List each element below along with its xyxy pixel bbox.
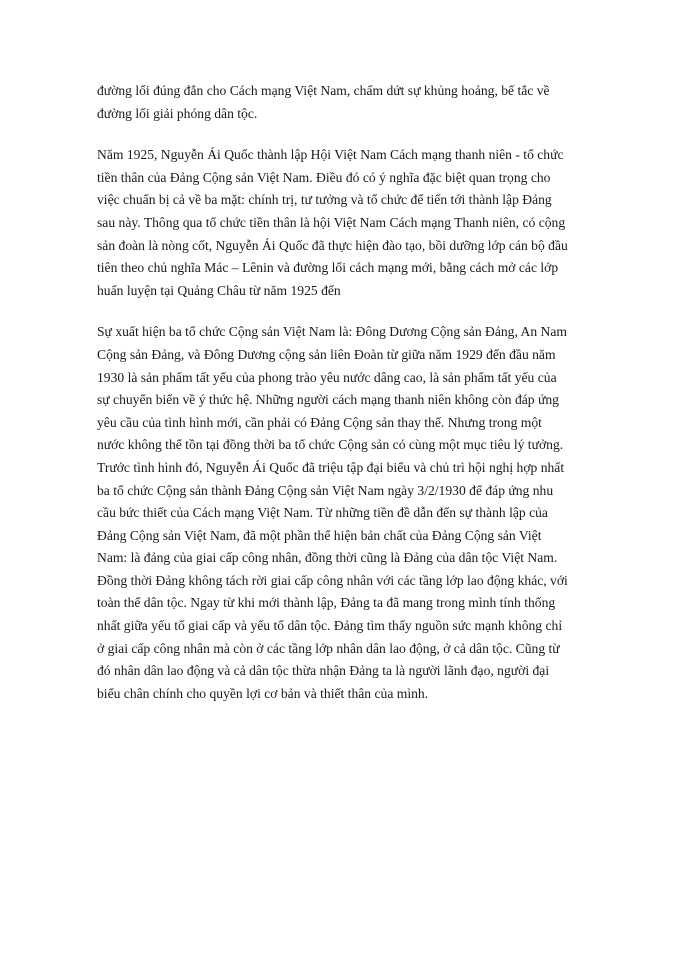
text-line: tiền thân của Đảng Cộng sản Việt Nam. Điều đó có ý nghĩa đặc biệt quan trọng cho	[97, 169, 551, 185]
document-body	[97, 80, 637, 724]
text-line: tiên theo chủ nghĩa Mác – Lênin và đường lối cách mạng mới, bằng cách mở các lớp	[97, 260, 559, 276]
text-line: huấn luyện tại Quảng Châu từ năm 1925 đến	[97, 282, 341, 298]
paragraph-3	[97, 321, 637, 705]
paragraph-2	[97, 144, 637, 302]
text-line: 1930 là sản phẩm tất yếu của phong trào yêu nước dâng cao, là sản phẩm tất yếu của	[97, 369, 557, 385]
text-line: Trước tình hình đó, Nguyễn Ái Quốc đã triệu tập đại biểu và chủ trì hội nghị hợp nhất	[97, 459, 565, 475]
text-line: toàn thể dân tộc. Ngay từ khi mới thành lập, Đảng ta đã mang trong mình tính thống	[97, 595, 556, 611]
text-line: Nam: là đảng của giai cấp công nhân, đồng thời cũng là Đảng của dân tộc Việt Nam.	[97, 550, 558, 566]
text-line: đường lối giải phóng dân tộc.	[97, 105, 258, 121]
text-line: Năm 1925, Nguyễn Ái Quốc thành lập Hội Việt Nam Cách mạng thanh niên - tổ chức	[97, 147, 564, 163]
text-line: Sự xuất hiện ba tổ chức Cộng sản Việt Nam là: Đông Dương Cộng sản Đảng, An Nam	[97, 324, 567, 340]
paragraph-1	[97, 80, 637, 125]
text-line: Đồng thời Đảng không tách rời giai cấp công nhân với các tầng lớp lao động khác, với	[97, 572, 568, 588]
text-line: ba tổ chức Cộng sản thành Đảng Cộng sản Việt Nam ngày 3/2/1930 để đáp ứng nhu	[97, 482, 554, 498]
text-line: Đảng Cộng sản Việt Nam, đã một phần thể hiện bản chất của Đảng Cộng sản Việt	[97, 527, 542, 543]
text-line: ở giai cấp công nhân mà còn ở các tầng lớp nhân dân lao động, ở cả dân tộc. Cũng từ	[97, 640, 560, 656]
text-line: yêu cầu của tình hình mới, cần phải có Đảng Cộng sản thay thế. Nhưng trong một	[97, 414, 542, 430]
text-line: nước không thể tồn tại đồng thời ba tổ chức Cộng sản có cùng một mục tiêu lý tưởng.	[97, 437, 564, 453]
text-line: sản đoàn là nòng cốt, Nguyễn Ái Quốc đã thực hiện đào tạo, bồi dưỡng lớp cán bộ đầu	[97, 237, 568, 253]
text-line: sự chuyển biến về ý thức hệ. Những người cách mạng thanh niên không còn đáp ứng	[97, 392, 559, 408]
text-line: cầu bức thiết của Cách mạng Việt Nam. Từ những tiền đề dẫn đến sự thành lập của	[97, 505, 548, 521]
text-line: Cộng sản Đảng, và Đông Dương cộng sản liên Đoàn từ giữa năm 1929 đến đầu năm	[97, 346, 556, 362]
text-line: biểu chân chính cho quyền lợi cơ bản và thiết thân của mình.	[97, 685, 429, 701]
text-line: việc chuẩn bị cả về ba mặt: chính trị, tư tưởng và tổ chức để tiến tới thành lập Đảng	[97, 192, 552, 208]
text-line: đó nhân dân lao động và cả dân tộc thừa nhận Đảng ta là người lãnh đạo, người đại	[97, 663, 550, 679]
text-line: nhất giữa yếu tố giai cấp và yếu tố dân tộc. Đảng tìm thấy nguồn sức mạnh không chỉ	[97, 618, 563, 634]
text-line: đường lối đúng đắn cho Cách mạng Việt Nam, chấm dứt sự khủng hoảng, bế tắc về	[97, 83, 550, 98]
text-line: sau này. Thông qua tổ chức tiền thân là hội Việt Nam Cách mạng Thanh niên, có cộng	[97, 214, 566, 230]
